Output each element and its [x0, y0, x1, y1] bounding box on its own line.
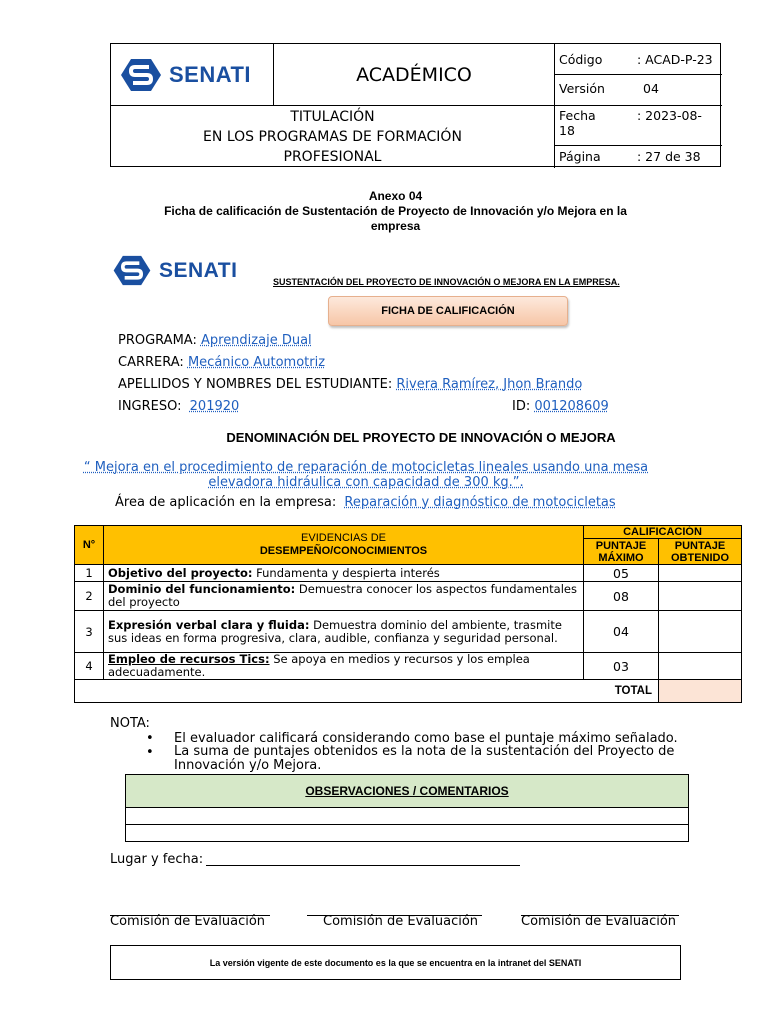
- col-evidencias-header: [104, 526, 584, 565]
- criterion-desc: Fundamenta y despierta interés: [252, 565, 440, 580]
- fecha-label: Fecha: [559, 108, 596, 123]
- criterion-title: Objetivo del proyecto:: [108, 565, 253, 580]
- row-max-score: 03: [584, 653, 659, 680]
- annex-subtitle-line2: empresa: [370, 219, 421, 233]
- row-obtained-score[interactable]: [659, 582, 742, 611]
- form-senati-logo: [113, 254, 237, 287]
- bullet-icon: •: [146, 731, 154, 746]
- meta-fecha: [555, 106, 722, 146]
- id-value[interactable]: 001208609: [534, 399, 609, 414]
- carrera-field: [118, 355, 325, 370]
- table-header-row: [75, 526, 742, 539]
- estudiante-label: APELLIDOS Y NOMBRES DEL ESTUDIANTE:: [118, 377, 393, 392]
- row-max-score: 04: [584, 611, 659, 653]
- place-date-line[interactable]: [206, 865, 520, 866]
- fecha-value-cont: 18: [559, 123, 575, 138]
- programa-field: [118, 333, 312, 348]
- row-num: 4: [75, 653, 104, 680]
- form-heading: SUSTENTACIÓN DEL PROYECTO DE INNOVACIÓN O MEJORA EN LA EMPRESA.: [273, 277, 620, 287]
- carrera-value[interactable]: Mecánico Automotriz: [187, 355, 326, 370]
- col-obt-header: [659, 539, 742, 565]
- table-row: [75, 611, 742, 653]
- programa-value[interactable]: Aprendizaje Dual: [200, 333, 312, 348]
- area-value[interactable]: Reparación y diagnóstico de motocicletas: [344, 495, 616, 510]
- version-label: Versión: [559, 81, 605, 96]
- project-title-line2: elevadora hidráulica con capacidad de 300 kg.”.: [208, 475, 524, 490]
- senati-logo-icon: [121, 57, 161, 93]
- ingreso-field: [118, 399, 239, 414]
- place-date-label: Lugar y fecha:: [110, 852, 204, 867]
- header-subtitle: [111, 106, 555, 168]
- ficha-calificacion-banner: FICHA DE CALIFICACIÓN: [328, 296, 568, 326]
- codigo-value: : ACAD-P-23: [637, 52, 713, 67]
- header-subtitle-line: PROFESIONAL: [283, 149, 382, 165]
- col-evidencias-line2: DESEMPEÑO/CONOCIMIENTOS: [259, 545, 428, 557]
- project-title-line1: “ Mejora en el procedimiento de reparación de motocicletas lineales usando una mesa: [83, 460, 649, 475]
- criterion-desc: Demuestra dominio del ambiente, trasmite sus ideas en forma progresiva, clara, audible, confianza y seguridad personal.: [108, 617, 562, 645]
- criterion-title: Expresión verbal clara y fluida:: [108, 617, 310, 632]
- form-logo-text: SENATI: [159, 258, 238, 282]
- note-bullet-2-line1: La suma de puntajes obtenidos es la nota de la sustentación del Proyecto de: [174, 744, 675, 759]
- row-criterion: [104, 653, 584, 680]
- document-header: [110, 43, 721, 167]
- table-row: [75, 565, 742, 582]
- commission-label: Comisión de Evaluación: [110, 914, 266, 929]
- criterion-title: Dominio del funcionamiento:: [108, 582, 296, 596]
- header-logo-cell: [111, 44, 274, 106]
- row-num: 2: [75, 582, 104, 611]
- criterion-title: Empleo de recursos Tics:: [108, 652, 270, 666]
- col-evidencias-line1: EVIDENCIAS DE: [301, 532, 386, 544]
- area-field: [115, 495, 616, 510]
- row-num: 1: [75, 565, 104, 582]
- header-subtitle-line: EN LOS PROGRAMAS DE FORMACIÓN: [203, 129, 462, 145]
- header-title: ACADÉMICO: [274, 44, 555, 106]
- pagina-label: Página: [559, 149, 601, 164]
- col-obt-line2: OBTENIDO: [670, 551, 730, 564]
- total-score[interactable]: [659, 680, 742, 703]
- annex-subtitle-line1: Ficha de calificación de Sustentación de Proyecto de Innovación y/o Mejora en la: [164, 204, 627, 218]
- col-max-line1: PUNTAJE: [595, 539, 647, 552]
- col-num-header: N°: [75, 526, 104, 565]
- commission-label: Comisión de Evaluación: [323, 914, 479, 929]
- evaluation-table: [74, 525, 742, 703]
- header-logo-text: SENATI: [169, 62, 252, 87]
- id-field: [512, 399, 609, 414]
- col-max-line2: MÁXIMO: [598, 551, 644, 564]
- note-bullet-1: El evaluador calificará considerando como base el puntaje máximo señalado.: [174, 731, 678, 746]
- total-label: TOTAL: [75, 680, 659, 703]
- observations-title: OBSERVACIONES / COMENTARIOS: [126, 775, 689, 808]
- senati-logo-icon: [113, 254, 151, 287]
- ingreso-label: INGRESO:: [118, 399, 182, 414]
- id-label: ID:: [512, 399, 531, 414]
- estudiante-value[interactable]: Rivera Ramírez, Jhon Brando: [396, 377, 583, 392]
- criterion-desc: Se apoya en medios y recursos y los emplea adecuadamente.: [108, 652, 530, 679]
- programa-label: PROGRAMA:: [118, 333, 197, 348]
- row-num: 3: [75, 611, 104, 653]
- header-subtitle-line: TITULACIÓN: [290, 109, 375, 125]
- table-row: [75, 582, 742, 611]
- criterion-desc: Demuestra conocer los aspectos fundamentales del proyecto: [108, 582, 577, 609]
- meta-version: [555, 75, 722, 106]
- fecha-value: : 2023-08-: [637, 108, 702, 123]
- note-bullet-2-line2: Innovación y/o Mejora.: [174, 758, 322, 773]
- row-max-score: 05: [584, 565, 659, 582]
- estudiante-field: [118, 377, 582, 392]
- annex-title: Anexo 04: [368, 189, 423, 203]
- row-max-score: 08: [584, 582, 659, 611]
- observations-table: [125, 774, 689, 842]
- annex-title-block: [110, 189, 681, 234]
- row-obtained-score[interactable]: [659, 611, 742, 653]
- nota-label: NOTA:: [110, 716, 150, 731]
- table-total-row: [75, 680, 742, 703]
- observations-line[interactable]: [126, 808, 689, 825]
- meta-codigo: [555, 44, 722, 75]
- meta-pagina: [555, 146, 722, 168]
- commission-label: Comisión de Evaluación: [521, 914, 677, 929]
- area-label: Área de aplicación en la empresa:: [115, 495, 337, 510]
- row-obtained-score[interactable]: [659, 653, 742, 680]
- row-criterion: [104, 565, 584, 582]
- footer-note: La versión vigente de este documento es la que se encuentra en la intranet del SENATI: [110, 945, 681, 980]
- version-value: 04: [643, 81, 659, 96]
- table-row: [75, 653, 742, 680]
- denominacion-title: DENOMINACIÓN DEL PROYECTO DE INNOVACIÓN O MEJORA: [226, 430, 616, 445]
- codigo-label: Código: [559, 52, 603, 67]
- col-obt-line1: PUNTAJE: [674, 539, 726, 552]
- carrera-label: CARRERA:: [118, 355, 184, 370]
- col-calificacion-header: CALIFICACIÓN: [584, 526, 742, 539]
- senati-logo: [121, 57, 251, 93]
- row-obtained-score[interactable]: [659, 565, 742, 582]
- row-criterion: [104, 611, 584, 653]
- row-criterion: [104, 582, 584, 611]
- bullet-icon: •: [146, 745, 154, 760]
- note-bullet-2: [174, 745, 674, 773]
- pagina-value: : 27 de 38: [637, 149, 701, 164]
- ingreso-value[interactable]: 201920: [189, 399, 240, 414]
- observations-line[interactable]: [126, 825, 689, 842]
- project-title[interactable]: [60, 460, 672, 490]
- col-max-header: [584, 539, 659, 565]
